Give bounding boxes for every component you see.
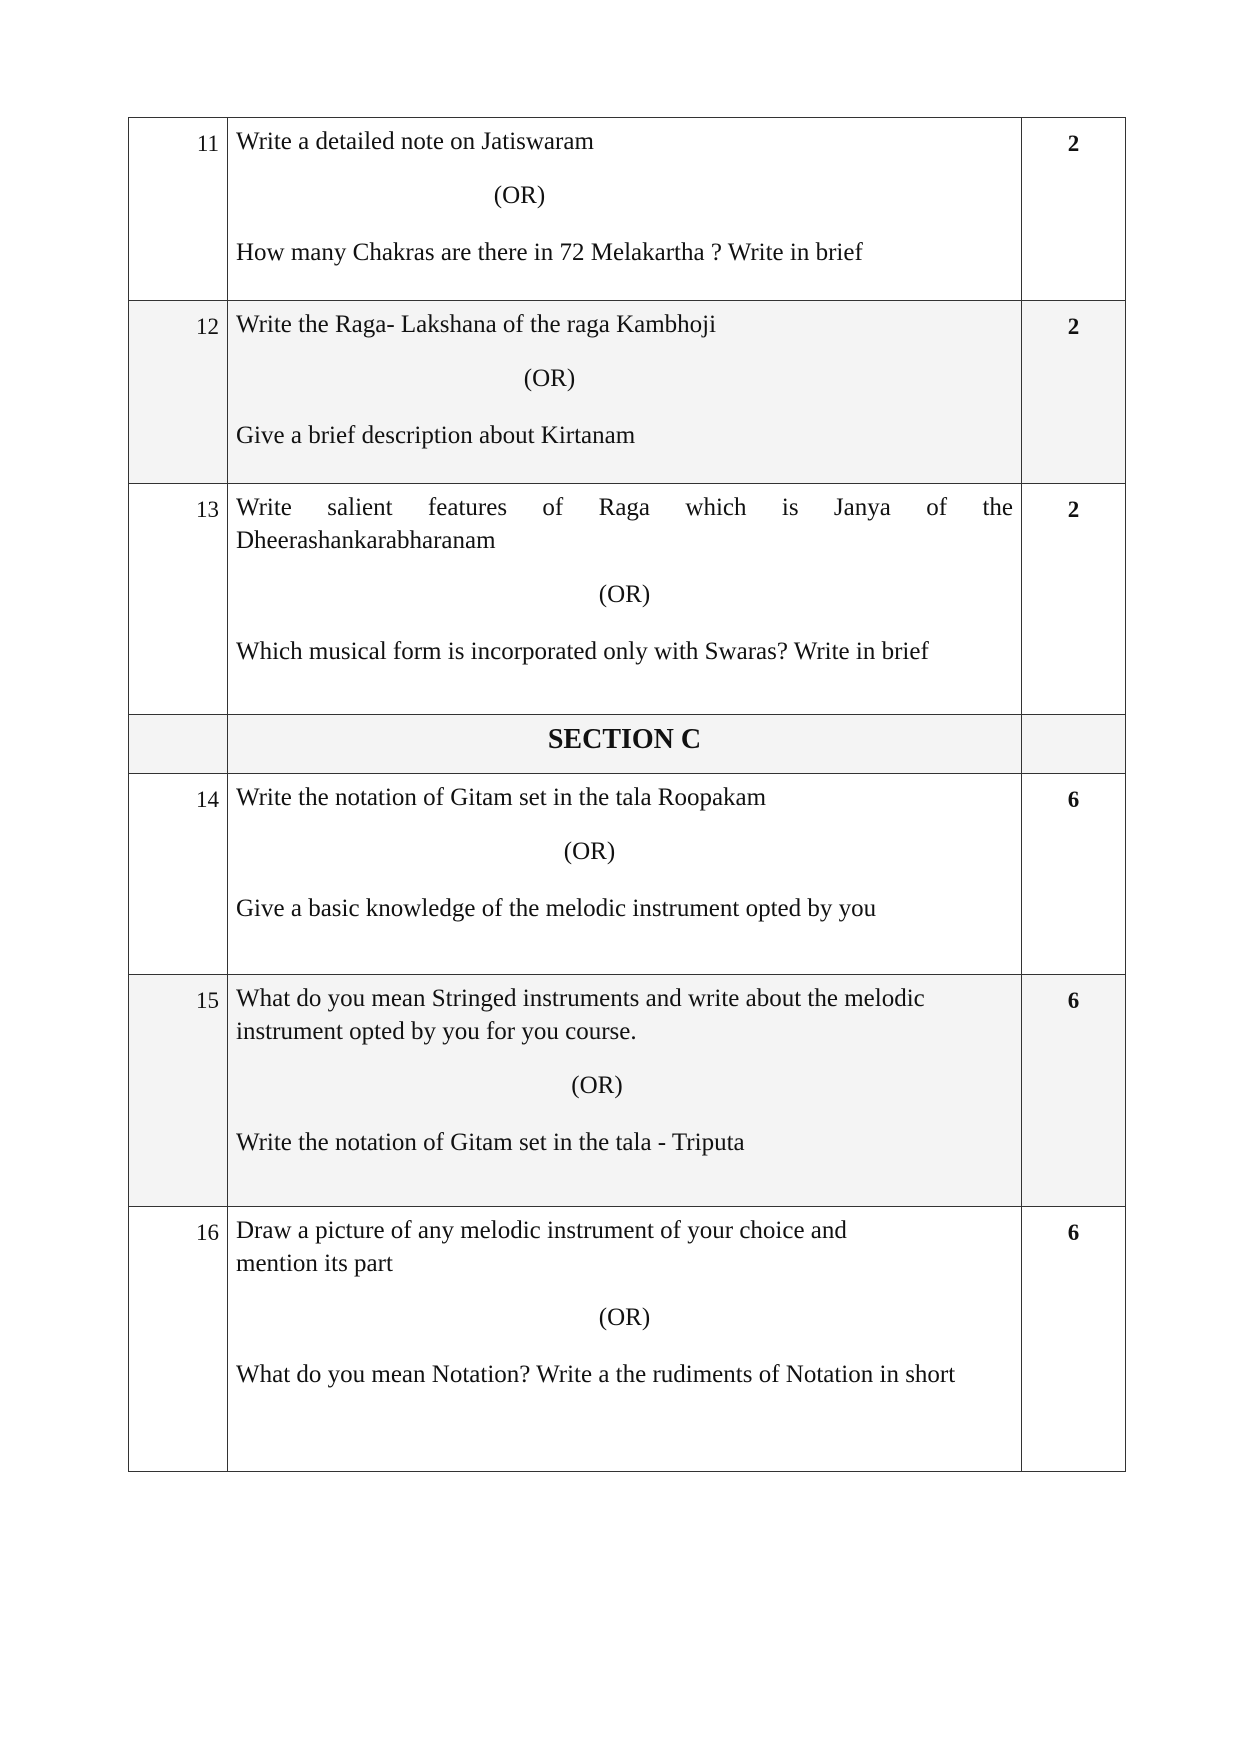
question-row-12 [129,301,1126,484]
section-spacer-left [129,715,228,774]
or-separator: (OR) [571,1072,623,1099]
question-option-b: Which musical form is incorporated only with Swaras? Write in brief [236,638,929,665]
question-number: 15 [129,975,228,1207]
question-option-a: Draw a picture of any melodic instrument of your choice and mention its part [236,1217,847,1277]
question-marks: 2 [1022,484,1126,715]
or-separator: (OR) [563,838,616,865]
or-separator: (OR) [523,365,576,392]
question-option-a: Write a detailed note on Jatiswaram [236,128,594,155]
or-separator: (OR) [598,581,651,608]
question-marks: 6 [1022,1207,1126,1472]
question-option-b: What do you mean Notation? Write a the rudiments of Notation in short [236,1361,956,1388]
or-separator: (OR) [598,1304,651,1331]
question-option-b: Give a brief description about Kirtanam [236,422,636,449]
question-text [228,301,1022,484]
question-text [228,774,1022,975]
section-c-header-row [129,715,1126,774]
question-number: 16 [129,1207,228,1472]
question-text [228,975,1022,1207]
question-row-13 [129,484,1126,715]
question-row-16 [129,1207,1126,1472]
section-spacer-right [1022,715,1126,774]
question-text [228,118,1022,301]
question-table [128,117,1126,1472]
question-marks: 6 [1022,774,1126,975]
question-number: 13 [129,484,228,715]
question-option-b: How many Chakras are there in 72 Melakartha ? Write in brief [236,239,863,266]
question-number: 12 [129,301,228,484]
question-marks: 2 [1022,118,1126,301]
section-title: SECTION C [228,715,1022,774]
question-number: 11 [129,118,228,301]
or-separator: (OR) [493,182,546,209]
question-option-a: Write the notation of Gitam set in the tala Roopakam [236,784,767,811]
question-text [228,1207,1022,1472]
question-marks: 6 [1022,975,1126,1207]
question-option-a: What do you mean Stringed instruments and write about the melodic instrument opted by you for you course. [236,985,925,1045]
question-option-b: Write the notation of Gitam set in the tala - Triputa [236,1129,745,1156]
question-row-11 [129,118,1126,301]
question-row-14 [129,774,1126,975]
question-text [228,484,1022,715]
question-number: 14 [129,774,228,975]
question-row-15 [129,975,1126,1207]
question-option-b: Give a basic knowledge of the melodic instrument opted by you [236,895,877,922]
question-marks: 2 [1022,301,1126,484]
question-option-a: Write salient features of Raga which is Janya of the Dheerashankarabharanam [236,494,1013,554]
question-option-a: Write the Raga- Lakshana of the raga Kambhoji [236,311,717,338]
